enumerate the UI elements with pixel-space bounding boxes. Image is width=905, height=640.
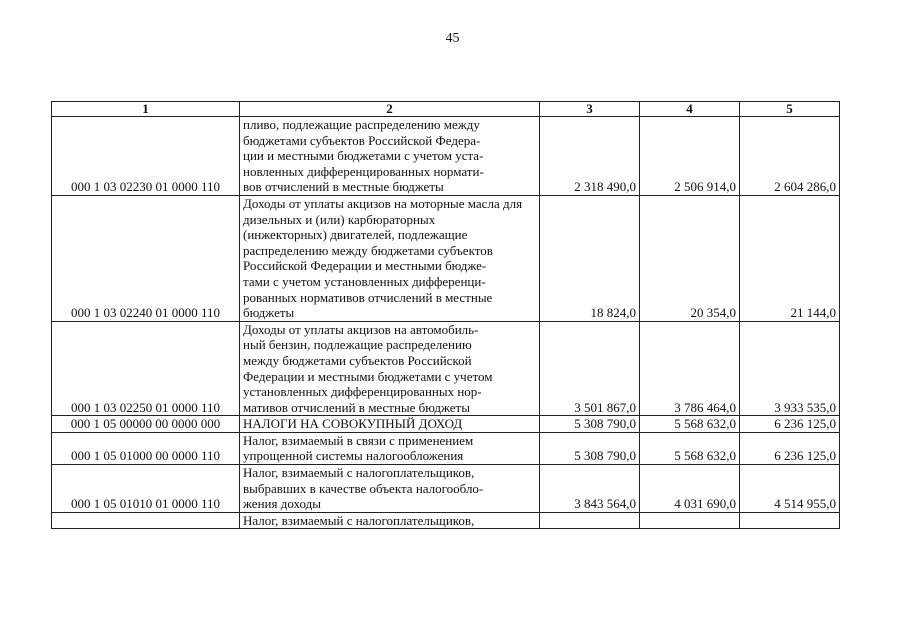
amount-col4-cell (640, 512, 740, 529)
table-row (52, 465, 840, 513)
table-row (52, 512, 840, 529)
amount-col5-cell: 21 144,0 (740, 195, 840, 321)
revenue-name-cell: Налог, взимаемый в связи с применением упрощенной системы налогообложения (240, 432, 540, 464)
amount-col5-cell: 3 933 535,0 (740, 321, 840, 416)
revenue-name-cell: Налог, взимаемый с налогоплательщиков, выбравших в качестве объекта налогообло- жения доходы (240, 465, 540, 513)
page-number: 45 (445, 31, 460, 46)
amount-col4-cell: 3 786 464,0 (640, 321, 740, 416)
column-header-2: 2 (240, 102, 540, 117)
amount-col3-cell: 3 843 564,0 (540, 465, 640, 513)
amount-col4-cell: 5 568 632,0 (640, 432, 740, 464)
budget-code-cell: 000 1 05 01010 01 0000 110 (52, 465, 240, 513)
amount-col5-cell: 6 236 125,0 (740, 432, 840, 464)
budget-code-cell: 000 1 03 02250 01 0000 110 (52, 321, 240, 416)
amount-col5-cell (740, 512, 840, 529)
amount-col3-cell: 5 308 790,0 (540, 416, 640, 433)
budget-code-cell: 000 1 05 00000 00 0000 000 (52, 416, 240, 433)
revenue-name-cell: Доходы от уплаты акцизов на автомобиль- ный бензин, подлежащие распределению между бюджетами субъектов Российской Федерации и местными бюджетами с учетом установленных дифференцированных нор- мативов отчислений в местные бюджеты (240, 321, 540, 416)
column-header-5: 5 (740, 102, 840, 117)
revenue-name-cell: Доходы от уплаты акцизов на моторные масла для дизельных и (или) карбюраторных (инжекторных) двигателей, подлежащие распределению между бюджетами субъектов Российской Федерации и местными бюдже- тами с учетом установленных дифференци- рованных нормативов отчислений в местные бюджеты (240, 195, 540, 321)
amount-col3-cell: 5 308 790,0 (540, 432, 640, 464)
table-row (52, 432, 840, 464)
revenue-name-cell: Налог, взимаемый с налогоплательщиков, (240, 512, 540, 529)
budget-revenue-table (51, 101, 840, 529)
amount-col3-cell: 18 824,0 (540, 195, 640, 321)
budget-code-cell (52, 512, 240, 529)
column-header-3: 3 (540, 102, 640, 117)
table-row (52, 321, 840, 416)
table-row (52, 117, 840, 196)
amount-col4-cell: 5 568 632,0 (640, 416, 740, 433)
revenue-name-cell: НАЛОГИ НА СОВОКУПНЫЙ ДОХОД (240, 416, 540, 433)
table-header-row (52, 102, 840, 117)
amount-col5-cell: 2 604 286,0 (740, 117, 840, 196)
amount-col4-cell: 4 031 690,0 (640, 465, 740, 513)
amount-col3-cell (540, 512, 640, 529)
amount-col5-cell: 4 514 955,0 (740, 465, 840, 513)
amount-col3-cell: 2 318 490,0 (540, 117, 640, 196)
column-header-1: 1 (52, 102, 240, 117)
table-row (52, 195, 840, 321)
budget-code-cell: 000 1 05 01000 00 0000 110 (52, 432, 240, 464)
table-row (52, 416, 840, 433)
column-header-4: 4 (640, 102, 740, 117)
budget-code-cell: 000 1 03 02230 01 0000 110 (52, 117, 240, 196)
budget-code-cell: 000 1 03 02240 01 0000 110 (52, 195, 240, 321)
amount-col3-cell: 3 501 867,0 (540, 321, 640, 416)
amount-col5-cell: 6 236 125,0 (740, 416, 840, 433)
amount-col4-cell: 20 354,0 (640, 195, 740, 321)
revenue-name-cell: пливо, подлежащие распределению между бюджетами субъектов Российской Федера- ции и местными бюджетами с учетом уста- новленных дифференцированных нормати- вов отчислений в местные бюджеты (240, 117, 540, 196)
amount-col4-cell: 2 506 914,0 (640, 117, 740, 196)
